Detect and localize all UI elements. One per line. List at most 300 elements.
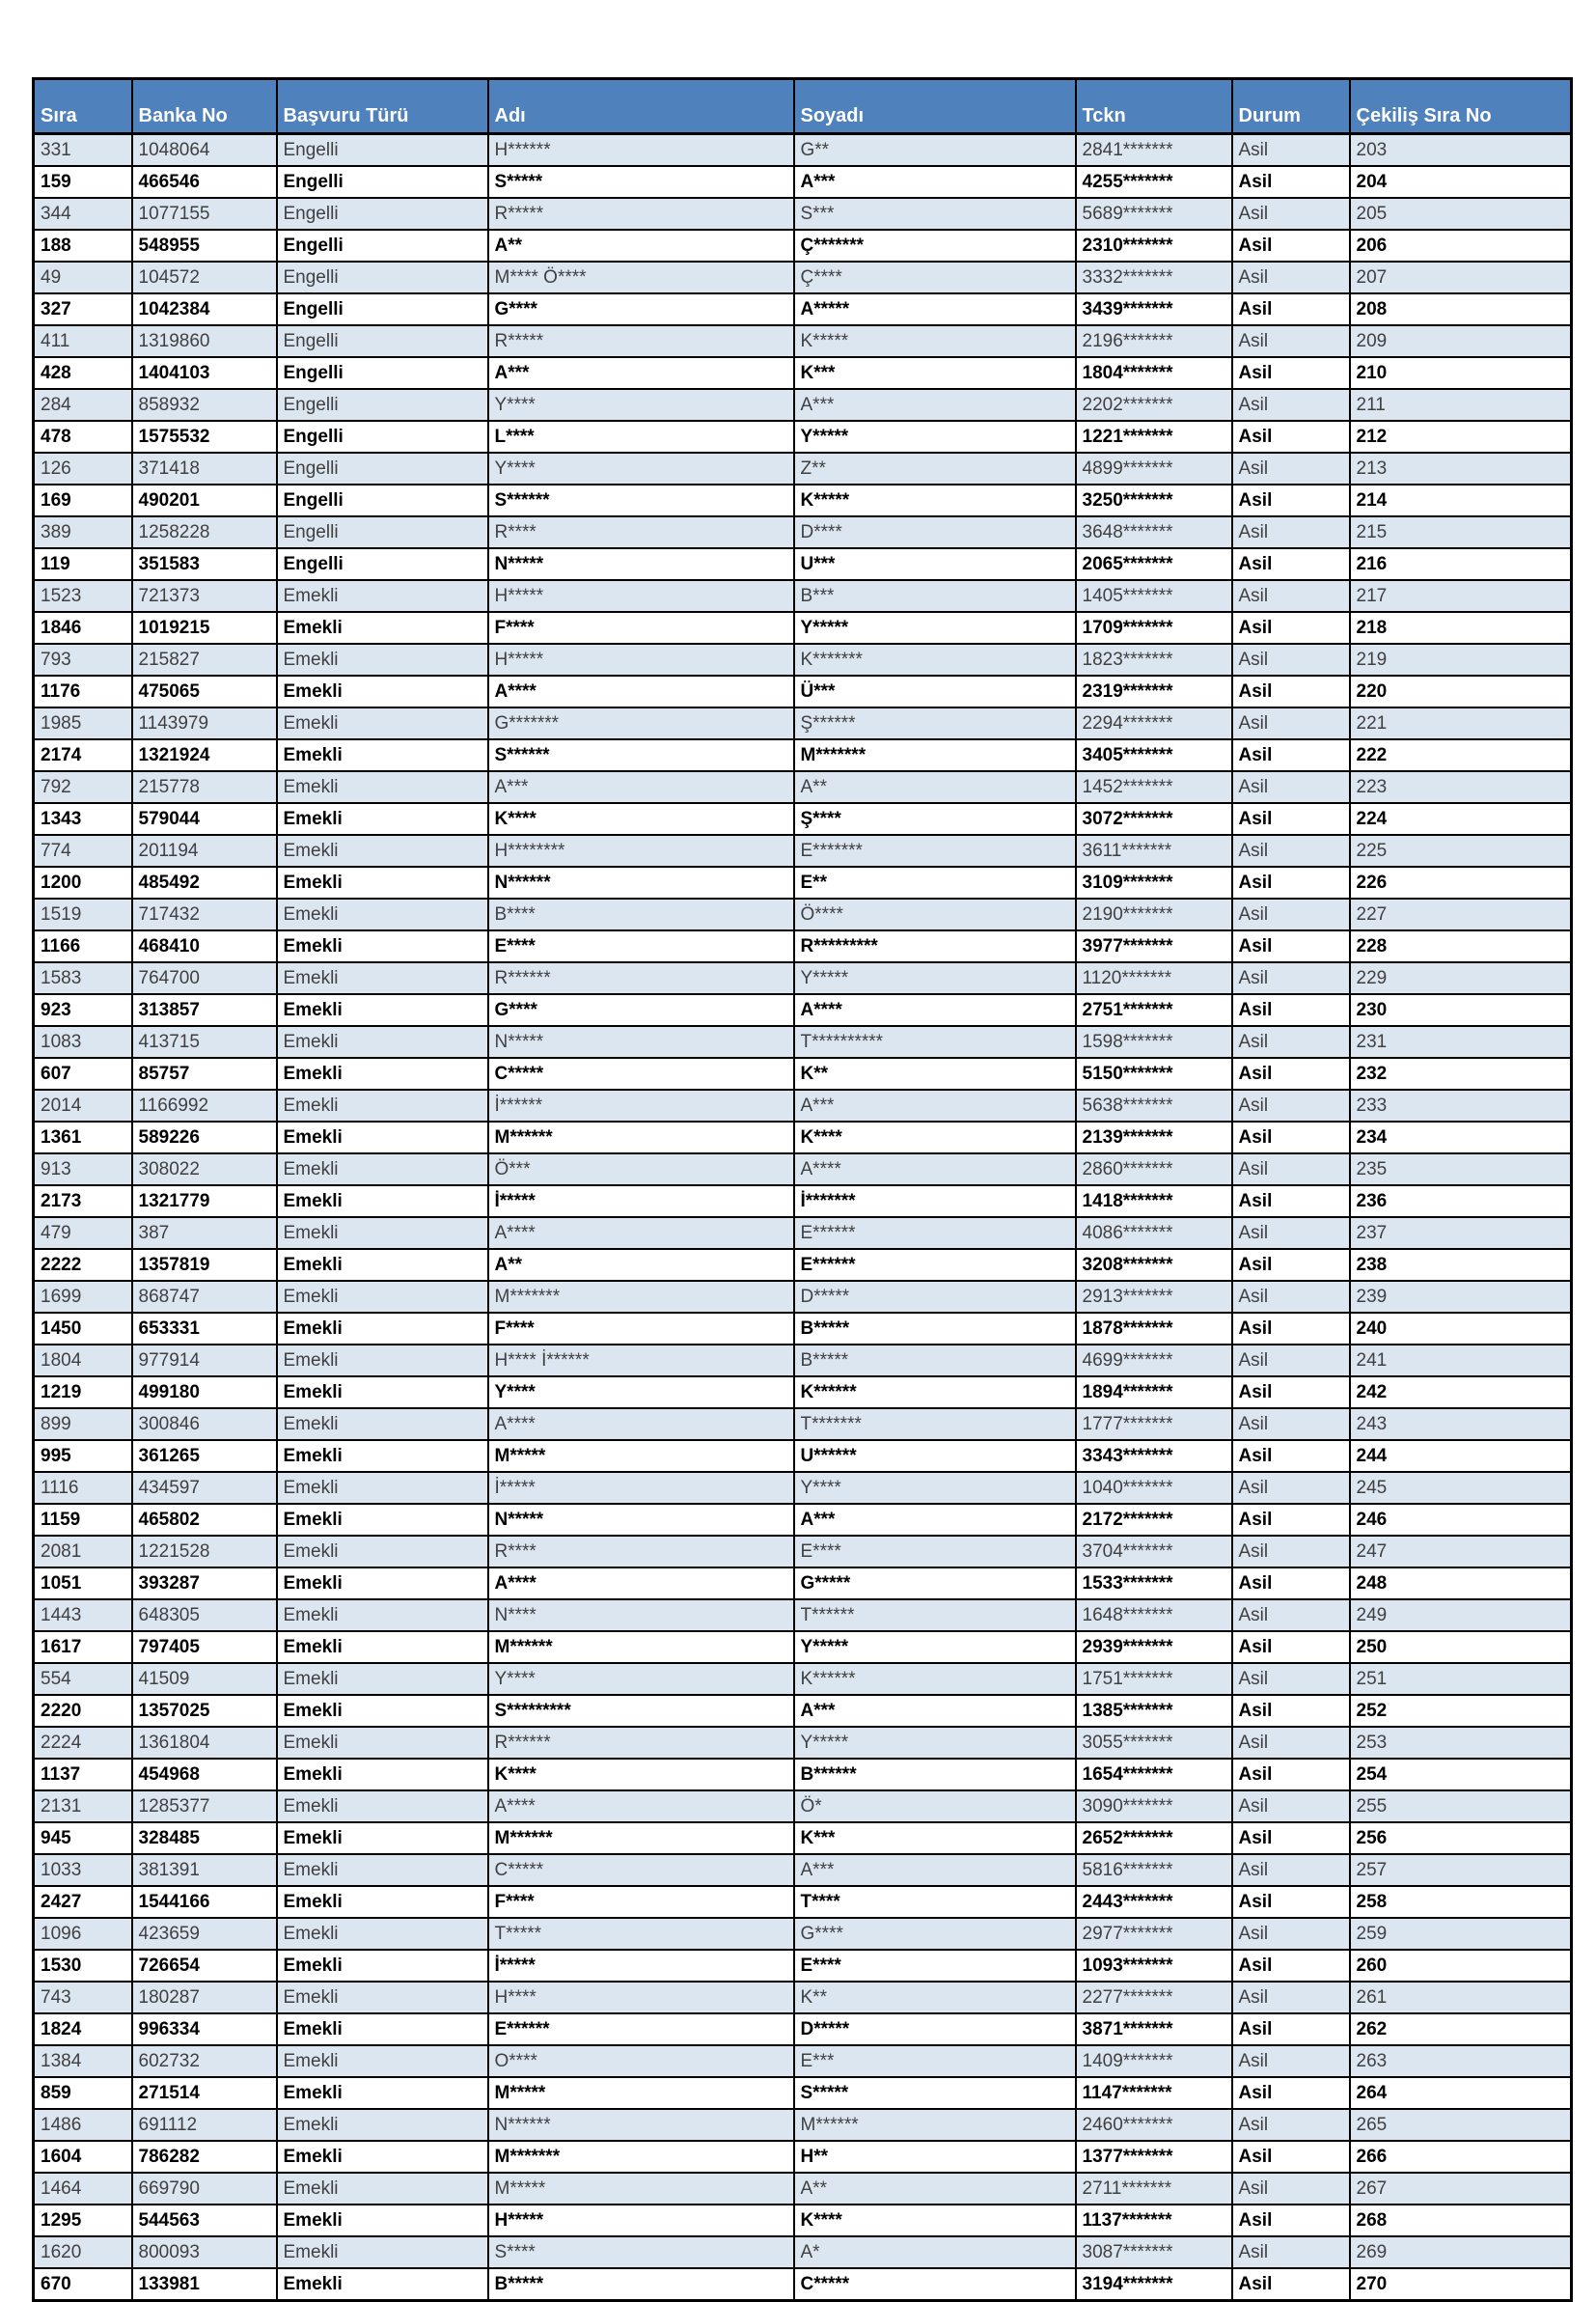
cell-cekilis-sira-no: 245 bbox=[1350, 1472, 1572, 1504]
cell-sira: 1343 bbox=[34, 803, 132, 835]
column-header-adi: Adı bbox=[488, 79, 794, 134]
cell-tckn: 3087******* bbox=[1076, 2236, 1232, 2268]
cell-banka-no: 201194 bbox=[132, 835, 277, 867]
cell-adi: N**** bbox=[488, 1599, 794, 1631]
cell-durum: Asil bbox=[1232, 1440, 1350, 1472]
cell-adi: F**** bbox=[488, 612, 794, 644]
cell-cekilis-sira-no: 260 bbox=[1350, 1950, 1572, 1982]
table-row bbox=[34, 2109, 1572, 2141]
cell-adi: A**** bbox=[488, 1790, 794, 1822]
cell-soyadi: K****** bbox=[794, 1376, 1076, 1408]
cell-cekilis-sira-no: 220 bbox=[1350, 676, 1572, 707]
cell-sira: 2427 bbox=[34, 1886, 132, 1918]
cell-durum: Asil bbox=[1232, 1599, 1350, 1631]
cell-adi: İ****** bbox=[488, 1090, 794, 1122]
cell-soyadi: A** bbox=[794, 771, 1076, 803]
cell-banka-no: 602732 bbox=[132, 2045, 277, 2077]
cell-cekilis-sira-no: 217 bbox=[1350, 580, 1572, 612]
cell-soyadi: G***** bbox=[794, 1567, 1076, 1599]
cell-banka-no: 1357819 bbox=[132, 1249, 277, 1281]
cell-tckn: 1533******* bbox=[1076, 1567, 1232, 1599]
cell-basvuru-turu: Emekli bbox=[277, 1153, 488, 1185]
table-row bbox=[34, 962, 1572, 994]
cell-basvuru-turu: Engelli bbox=[277, 198, 488, 230]
cell-cekilis-sira-no: 238 bbox=[1350, 1249, 1572, 1281]
cell-basvuru-turu: Emekli bbox=[277, 1376, 488, 1408]
cell-banka-no: 361265 bbox=[132, 1440, 277, 1472]
table-row bbox=[34, 1122, 1572, 1153]
table-row bbox=[34, 548, 1572, 580]
table-row bbox=[34, 707, 1572, 739]
cell-tckn: 1405******* bbox=[1076, 580, 1232, 612]
cell-banka-no: 691112 bbox=[132, 2109, 277, 2141]
cell-cekilis-sira-no: 243 bbox=[1350, 1408, 1572, 1440]
cell-soyadi: Ü*** bbox=[794, 676, 1076, 707]
cell-cekilis-sira-no: 213 bbox=[1350, 453, 1572, 485]
cell-soyadi: A*** bbox=[794, 389, 1076, 421]
cell-basvuru-turu: Emekli bbox=[277, 867, 488, 899]
cell-tckn: 2652******* bbox=[1076, 1822, 1232, 1854]
cell-basvuru-turu: Emekli bbox=[277, 1663, 488, 1695]
cell-cekilis-sira-no: 215 bbox=[1350, 516, 1572, 548]
cell-sira: 1200 bbox=[34, 867, 132, 899]
cell-durum: Asil bbox=[1232, 2141, 1350, 2173]
table-row bbox=[34, 198, 1572, 230]
cell-sira: 1159 bbox=[34, 1504, 132, 1536]
table-row bbox=[34, 1663, 1572, 1695]
cell-tckn: 3704******* bbox=[1076, 1536, 1232, 1567]
cell-sira: 554 bbox=[34, 1663, 132, 1695]
cell-sira: 1116 bbox=[34, 1472, 132, 1504]
table-row bbox=[34, 1727, 1572, 1759]
cell-cekilis-sira-no: 212 bbox=[1350, 421, 1572, 453]
cell-basvuru-turu: Emekli bbox=[277, 1918, 488, 1950]
table-row bbox=[34, 421, 1572, 453]
cell-basvuru-turu: Emekli bbox=[277, 739, 488, 771]
cell-banka-no: 381391 bbox=[132, 1854, 277, 1886]
cell-adi: İ***** bbox=[488, 1950, 794, 1982]
cell-banka-no: 786282 bbox=[132, 2141, 277, 2173]
cell-durum: Asil bbox=[1232, 1631, 1350, 1663]
cell-tckn: 4255******* bbox=[1076, 166, 1232, 198]
cell-adi: A** bbox=[488, 1249, 794, 1281]
table-row bbox=[34, 1695, 1572, 1727]
cell-tckn: 1804******* bbox=[1076, 357, 1232, 389]
cell-adi: L**** bbox=[488, 421, 794, 453]
cell-sira: 1985 bbox=[34, 707, 132, 739]
cell-adi: C***** bbox=[488, 1854, 794, 1886]
cell-adi: N***** bbox=[488, 548, 794, 580]
cell-banka-no: 669790 bbox=[132, 2173, 277, 2205]
cell-adi: H******** bbox=[488, 835, 794, 867]
cell-durum: Asil bbox=[1232, 2109, 1350, 2141]
table-row bbox=[34, 293, 1572, 325]
cell-adi: N****** bbox=[488, 867, 794, 899]
cell-tckn: 2939******* bbox=[1076, 1631, 1232, 1663]
cell-basvuru-turu: Emekli bbox=[277, 962, 488, 994]
cell-soyadi: A* bbox=[794, 2236, 1076, 2268]
cell-cekilis-sira-no: 266 bbox=[1350, 2141, 1572, 2173]
cell-cekilis-sira-no: 207 bbox=[1350, 262, 1572, 293]
cell-cekilis-sira-no: 239 bbox=[1350, 1281, 1572, 1313]
cell-adi: H**** bbox=[488, 1982, 794, 2013]
cell-durum: Asil bbox=[1232, 1918, 1350, 1950]
cell-adi: M**** Ö**** bbox=[488, 262, 794, 293]
cell-cekilis-sira-no: 229 bbox=[1350, 962, 1572, 994]
cell-soyadi: Y**** bbox=[794, 1472, 1076, 1504]
cell-cekilis-sira-no: 252 bbox=[1350, 1695, 1572, 1727]
cell-durum: Asil bbox=[1232, 676, 1350, 707]
cell-tckn: 1137******* bbox=[1076, 2205, 1232, 2236]
cell-tckn: 1751******* bbox=[1076, 1663, 1232, 1695]
cell-durum: Asil bbox=[1232, 230, 1350, 262]
cell-sira: 411 bbox=[34, 325, 132, 357]
cell-cekilis-sira-no: 261 bbox=[1350, 1982, 1572, 2013]
cell-banka-no: 1575532 bbox=[132, 421, 277, 453]
table-row bbox=[34, 739, 1572, 771]
cell-adi: M***** bbox=[488, 2173, 794, 2205]
cell-cekilis-sira-no: 233 bbox=[1350, 1090, 1572, 1122]
cell-cekilis-sira-no: 241 bbox=[1350, 1345, 1572, 1376]
cell-sira: 1519 bbox=[34, 899, 132, 930]
table-row bbox=[34, 2236, 1572, 2268]
cell-tckn: 2443******* bbox=[1076, 1886, 1232, 1918]
cell-basvuru-turu: Emekli bbox=[277, 612, 488, 644]
cell-tckn: 1648******* bbox=[1076, 1599, 1232, 1631]
cell-tckn: 2190******* bbox=[1076, 899, 1232, 930]
cell-durum: Asil bbox=[1232, 485, 1350, 516]
cell-basvuru-turu: Emekli bbox=[277, 899, 488, 930]
cell-basvuru-turu: Emekli bbox=[277, 771, 488, 803]
cell-soyadi: Y***** bbox=[794, 962, 1076, 994]
table-row bbox=[34, 1153, 1572, 1185]
cell-durum: Asil bbox=[1232, 1345, 1350, 1376]
cell-cekilis-sira-no: 211 bbox=[1350, 389, 1572, 421]
cell-basvuru-turu: Engelli bbox=[277, 389, 488, 421]
table-row bbox=[34, 1217, 1572, 1249]
cell-soyadi: B****** bbox=[794, 1759, 1076, 1790]
cell-sira: 2131 bbox=[34, 1790, 132, 1822]
cell-soyadi: A**** bbox=[794, 994, 1076, 1026]
cell-basvuru-turu: Emekli bbox=[277, 835, 488, 867]
cell-tckn: 2139******* bbox=[1076, 1122, 1232, 1153]
cell-durum: Asil bbox=[1232, 293, 1350, 325]
cell-cekilis-sira-no: 236 bbox=[1350, 1185, 1572, 1217]
cell-durum: Asil bbox=[1232, 994, 1350, 1026]
cell-durum: Asil bbox=[1232, 166, 1350, 198]
cell-basvuru-turu: Emekli bbox=[277, 2236, 488, 2268]
cell-tckn: 2310******* bbox=[1076, 230, 1232, 262]
cell-sira: 670 bbox=[34, 2268, 132, 2301]
cell-durum: Asil bbox=[1232, 2173, 1350, 2205]
cell-cekilis-sira-no: 247 bbox=[1350, 1536, 1572, 1567]
cell-cekilis-sira-no: 210 bbox=[1350, 357, 1572, 389]
cell-tckn: 1418******* bbox=[1076, 1185, 1232, 1217]
cell-banka-no: 413715 bbox=[132, 1026, 277, 1058]
cell-soyadi: E******* bbox=[794, 835, 1076, 867]
table-row bbox=[34, 1886, 1572, 1918]
cell-sira: 995 bbox=[34, 1440, 132, 1472]
table-row bbox=[34, 516, 1572, 548]
cell-sira: 1464 bbox=[34, 2173, 132, 2205]
table-row bbox=[34, 453, 1572, 485]
cell-tckn: 3343******* bbox=[1076, 1440, 1232, 1472]
cell-adi: H***** bbox=[488, 644, 794, 676]
cell-banka-no: 858932 bbox=[132, 389, 277, 421]
cell-adi: A**** bbox=[488, 676, 794, 707]
table-row bbox=[34, 1058, 1572, 1090]
cell-basvuru-turu: Engelli bbox=[277, 548, 488, 580]
cell-sira: 1450 bbox=[34, 1313, 132, 1345]
cell-tckn: 2294******* bbox=[1076, 707, 1232, 739]
cell-banka-no: 454968 bbox=[132, 1759, 277, 1790]
cell-adi: K**** bbox=[488, 803, 794, 835]
cell-banka-no: 423659 bbox=[132, 1918, 277, 1950]
cell-basvuru-turu: Emekli bbox=[277, 1536, 488, 1567]
cell-banka-no: 465802 bbox=[132, 1504, 277, 1536]
cell-sira: 344 bbox=[34, 198, 132, 230]
cell-tckn: 3194******* bbox=[1076, 2268, 1232, 2301]
cell-durum: Asil bbox=[1232, 1790, 1350, 1822]
cell-durum: Asil bbox=[1232, 357, 1350, 389]
cell-durum: Asil bbox=[1232, 1822, 1350, 1854]
cell-durum: Asil bbox=[1232, 134, 1350, 167]
cell-tckn: 5638******* bbox=[1076, 1090, 1232, 1122]
cell-durum: Asil bbox=[1232, 262, 1350, 293]
cell-basvuru-turu: Engelli bbox=[277, 325, 488, 357]
cell-soyadi: Ç**** bbox=[794, 262, 1076, 293]
cell-sira: 1604 bbox=[34, 2141, 132, 2173]
cell-sira: 49 bbox=[34, 262, 132, 293]
cell-cekilis-sira-no: 224 bbox=[1350, 803, 1572, 835]
cell-basvuru-turu: Emekli bbox=[277, 1026, 488, 1058]
cell-banka-no: 466546 bbox=[132, 166, 277, 198]
table-row bbox=[34, 612, 1572, 644]
cell-banka-no: 371418 bbox=[132, 453, 277, 485]
cell-banka-no: 544563 bbox=[132, 2205, 277, 2236]
cell-basvuru-turu: Emekli bbox=[277, 1090, 488, 1122]
cell-sira: 1523 bbox=[34, 580, 132, 612]
cell-sira: 284 bbox=[34, 389, 132, 421]
cell-soyadi: Ş****** bbox=[794, 707, 1076, 739]
cell-tckn: 3648******* bbox=[1076, 516, 1232, 548]
cell-banka-no: 579044 bbox=[132, 803, 277, 835]
cell-sira: 1824 bbox=[34, 2013, 132, 2045]
cell-banka-no: 434597 bbox=[132, 1472, 277, 1504]
cell-durum: Asil bbox=[1232, 739, 1350, 771]
cell-durum: Asil bbox=[1232, 453, 1350, 485]
cell-adi: M***** bbox=[488, 1440, 794, 1472]
cell-basvuru-turu: Emekli bbox=[277, 1631, 488, 1663]
cell-tckn: 1385******* bbox=[1076, 1695, 1232, 1727]
cell-basvuru-turu: Emekli bbox=[277, 1695, 488, 1727]
cell-tckn: 2065******* bbox=[1076, 548, 1232, 580]
cell-soyadi: H** bbox=[794, 2141, 1076, 2173]
cell-soyadi: B*** bbox=[794, 580, 1076, 612]
cell-soyadi: A*** bbox=[794, 1090, 1076, 1122]
cell-durum: Asil bbox=[1232, 548, 1350, 580]
table-row bbox=[34, 262, 1572, 293]
cell-soyadi: K****** bbox=[794, 1663, 1076, 1695]
cell-basvuru-turu: Emekli bbox=[277, 1345, 488, 1376]
cell-adi: M***** bbox=[488, 2077, 794, 2109]
cell-durum: Asil bbox=[1232, 612, 1350, 644]
cell-basvuru-turu: Emekli bbox=[277, 1854, 488, 1886]
cell-tckn: 1409******* bbox=[1076, 2045, 1232, 2077]
cell-banka-no: 485492 bbox=[132, 867, 277, 899]
cell-soyadi: R********* bbox=[794, 930, 1076, 962]
cell-cekilis-sira-no: 242 bbox=[1350, 1376, 1572, 1408]
cell-tckn: 3977******* bbox=[1076, 930, 1232, 962]
cell-adi: B***** bbox=[488, 2268, 794, 2301]
cell-soyadi: G**** bbox=[794, 1918, 1076, 1950]
cell-sira: 923 bbox=[34, 994, 132, 1026]
cell-banka-no: 271514 bbox=[132, 2077, 277, 2109]
cell-sira: 119 bbox=[34, 548, 132, 580]
cell-cekilis-sira-no: 264 bbox=[1350, 2077, 1572, 2109]
cell-banka-no: 1357025 bbox=[132, 1695, 277, 1727]
cell-sira: 159 bbox=[34, 166, 132, 198]
cell-durum: Asil bbox=[1232, 389, 1350, 421]
cell-adi: K**** bbox=[488, 1759, 794, 1790]
cell-cekilis-sira-no: 250 bbox=[1350, 1631, 1572, 1663]
cell-sira: 126 bbox=[34, 453, 132, 485]
cell-banka-no: 1143979 bbox=[132, 707, 277, 739]
cell-adi: F**** bbox=[488, 1886, 794, 1918]
cell-soyadi: D**** bbox=[794, 516, 1076, 548]
cell-cekilis-sira-no: 263 bbox=[1350, 2045, 1572, 2077]
cell-cekilis-sira-no: 214 bbox=[1350, 485, 1572, 516]
cell-basvuru-turu: Engelli bbox=[277, 421, 488, 453]
cell-adi: R**** bbox=[488, 516, 794, 548]
cell-adi: A*** bbox=[488, 357, 794, 389]
cell-adi: T***** bbox=[488, 1918, 794, 1950]
cell-soyadi: A** bbox=[794, 2173, 1076, 2205]
cell-tckn: 5689******* bbox=[1076, 198, 1232, 230]
cell-cekilis-sira-no: 270 bbox=[1350, 2268, 1572, 2301]
cell-durum: Asil bbox=[1232, 1695, 1350, 1727]
cell-basvuru-turu: Emekli bbox=[277, 1759, 488, 1790]
cell-tckn: 1452******* bbox=[1076, 771, 1232, 803]
cell-banka-no: 1077155 bbox=[132, 198, 277, 230]
cell-durum: Asil bbox=[1232, 1026, 1350, 1058]
table-row bbox=[34, 1759, 1572, 1790]
cell-basvuru-turu: Emekli bbox=[277, 2173, 488, 2205]
cell-banka-no: 41509 bbox=[132, 1663, 277, 1695]
cell-tckn: 1147******* bbox=[1076, 2077, 1232, 2109]
cell-sira: 1583 bbox=[34, 962, 132, 994]
table-row bbox=[34, 2141, 1572, 2173]
cell-adi: G**** bbox=[488, 994, 794, 1026]
cell-tckn: 1777******* bbox=[1076, 1408, 1232, 1440]
cell-soyadi: D***** bbox=[794, 2013, 1076, 2045]
cell-sira: 1530 bbox=[34, 1950, 132, 1982]
table-row bbox=[34, 835, 1572, 867]
cell-banka-no: 215778 bbox=[132, 771, 277, 803]
cell-adi: H***** bbox=[488, 580, 794, 612]
cell-banka-no: 393287 bbox=[132, 1567, 277, 1599]
cell-adi: S***** bbox=[488, 166, 794, 198]
cell-basvuru-turu: Engelli bbox=[277, 166, 488, 198]
cell-tckn: 4086******* bbox=[1076, 1217, 1232, 1249]
cell-durum: Asil bbox=[1232, 421, 1350, 453]
table-row bbox=[34, 166, 1572, 198]
cell-tckn: 3332******* bbox=[1076, 262, 1232, 293]
cell-tckn: 3072******* bbox=[1076, 803, 1232, 835]
cell-tckn: 4699******* bbox=[1076, 1345, 1232, 1376]
cell-cekilis-sira-no: 218 bbox=[1350, 612, 1572, 644]
cell-sira: 479 bbox=[34, 1217, 132, 1249]
cell-sira: 2014 bbox=[34, 1090, 132, 1122]
cell-adi: H****** bbox=[488, 134, 794, 167]
cell-cekilis-sira-no: 223 bbox=[1350, 771, 1572, 803]
cell-cekilis-sira-no: 237 bbox=[1350, 1217, 1572, 1249]
cell-basvuru-turu: Engelli bbox=[277, 293, 488, 325]
cell-cekilis-sira-no: 231 bbox=[1350, 1026, 1572, 1058]
cell-adi: A**** bbox=[488, 1408, 794, 1440]
cell-soyadi: M****** bbox=[794, 2109, 1076, 2141]
cell-durum: Asil bbox=[1232, 1153, 1350, 1185]
cell-adi: S**** bbox=[488, 2236, 794, 2268]
cell-banka-no: 328485 bbox=[132, 1822, 277, 1854]
cell-adi: M****** bbox=[488, 1631, 794, 1663]
cell-durum: Asil bbox=[1232, 1727, 1350, 1759]
cell-adi: E**** bbox=[488, 930, 794, 962]
cell-banka-no: 475065 bbox=[132, 676, 277, 707]
cell-basvuru-turu: Emekli bbox=[277, 1249, 488, 1281]
cell-sira: 1361 bbox=[34, 1122, 132, 1153]
draw-results-table-container bbox=[32, 77, 1573, 2302]
cell-banka-no: 85757 bbox=[132, 1058, 277, 1090]
cell-sira: 389 bbox=[34, 516, 132, 548]
cell-cekilis-sira-no: 226 bbox=[1350, 867, 1572, 899]
cell-sira: 327 bbox=[34, 293, 132, 325]
cell-cekilis-sira-no: 219 bbox=[1350, 644, 1572, 676]
cell-soyadi: A***** bbox=[794, 293, 1076, 325]
cell-banka-no: 300846 bbox=[132, 1408, 277, 1440]
cell-durum: Asil bbox=[1232, 1759, 1350, 1790]
cell-basvuru-turu: Emekli bbox=[277, 2045, 488, 2077]
cell-sira: 2222 bbox=[34, 1249, 132, 1281]
cell-cekilis-sira-no: 222 bbox=[1350, 739, 1572, 771]
cell-basvuru-turu: Emekli bbox=[277, 1982, 488, 2013]
cell-tckn: 2196******* bbox=[1076, 325, 1232, 357]
cell-banka-no: 499180 bbox=[132, 1376, 277, 1408]
cell-basvuru-turu: Emekli bbox=[277, 1122, 488, 1153]
cell-tckn: 2841******* bbox=[1076, 134, 1232, 167]
cell-tckn: 3208******* bbox=[1076, 1249, 1232, 1281]
table-row bbox=[34, 930, 1572, 962]
table-row bbox=[34, 230, 1572, 262]
cell-banka-no: 104572 bbox=[132, 262, 277, 293]
cell-adi: M******* bbox=[488, 1281, 794, 1313]
cell-tckn: 1654******* bbox=[1076, 1759, 1232, 1790]
header-row bbox=[34, 79, 1572, 134]
cell-cekilis-sira-no: 249 bbox=[1350, 1599, 1572, 1631]
cell-durum: Asil bbox=[1232, 2268, 1350, 2301]
cell-tckn: 2977******* bbox=[1076, 1918, 1232, 1950]
table-row bbox=[34, 1440, 1572, 1472]
cell-tckn: 3250******* bbox=[1076, 485, 1232, 516]
cell-sira: 792 bbox=[34, 771, 132, 803]
cell-tckn: 1823******* bbox=[1076, 644, 1232, 676]
table-row bbox=[34, 1982, 1572, 2013]
cell-banka-no: 653331 bbox=[132, 1313, 277, 1345]
cell-soyadi: K** bbox=[794, 1058, 1076, 1090]
cell-sira: 793 bbox=[34, 644, 132, 676]
cell-durum: Asil bbox=[1232, 1504, 1350, 1536]
cell-soyadi: K**** bbox=[794, 1122, 1076, 1153]
